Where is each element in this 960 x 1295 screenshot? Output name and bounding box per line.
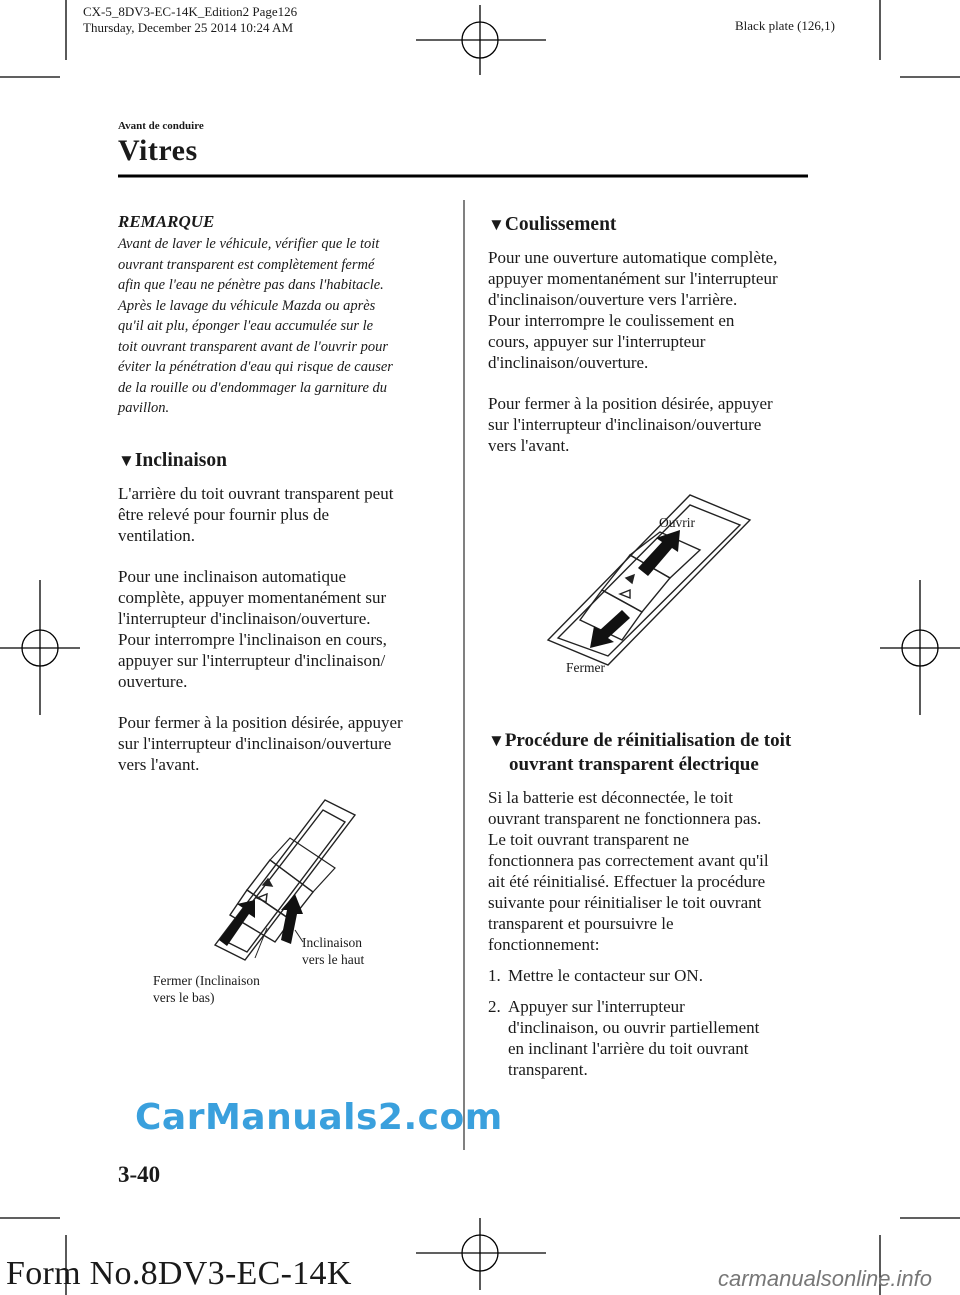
note-line: ouvrant transparent est complètement fermé (118, 256, 375, 273)
right-column-lower (488, 729, 813, 1080)
note-line: éviter la pénétration d'eau qui risque de causer (118, 359, 393, 375)
slide-switch-illustration (540, 490, 760, 670)
plate-label: Black plate (126,1) (735, 18, 835, 33)
note-line: toit ouvrant transparent avant de l'ouvrir pour (118, 338, 388, 355)
file-date: Thursday, December 25 2014 10:24 AM (83, 20, 294, 35)
caption-tilt-up (302, 934, 364, 968)
note-line: Avant de laver le véhicule, vérifier que le toit (118, 236, 380, 252)
text-line: Si la batterie est déconnectée, le toit (488, 788, 733, 807)
text-line: transparent et poursuivre le (488, 914, 674, 933)
text-line: vers l'avant. (118, 754, 200, 774)
file-name: CX-5_8DV3-EC-14K_Edition2 Page126 (83, 4, 298, 19)
text-line: Pour fermer à la position désirée, appuyer (118, 712, 403, 732)
text-line: Mettre le contacteur sur ON. (508, 966, 703, 985)
text-line: transparent. (508, 1060, 588, 1079)
paragraph (488, 393, 813, 456)
text-line: appuyer sur l'interrupteur d'inclinaison/ (118, 650, 386, 670)
caption-line: Fermer (Inclinaison (153, 973, 260, 988)
note-line: pavillon. (118, 400, 170, 416)
caption-close (153, 972, 260, 1006)
paragraph (118, 566, 448, 692)
triangle-icon: ▼ (488, 215, 505, 234)
triangle-icon: ▼ (488, 731, 505, 750)
text-line: d'inclinaison/ouverture vers l'arrière. (488, 290, 738, 309)
text-line: ait été réinitialisé. Effectuer la procédure (488, 872, 766, 891)
heading-text: Inclinaison (134, 449, 227, 471)
list-item (488, 996, 813, 1080)
page-number: 3-40 (118, 1162, 161, 1187)
list-item (488, 965, 813, 986)
text-line: sur l'interrupteur d'inclinaison/ouverture (118, 733, 392, 753)
text-line: cours, appuyer sur l'interrupteur (488, 332, 706, 351)
note-line: qu'il ait plu, éponger l'eau accumulée sur le (118, 318, 374, 334)
arrow-down-icon (219, 900, 255, 946)
caption-line: Inclinaison (302, 935, 362, 950)
left-column (118, 212, 448, 775)
site-link[interactable]: carmanualsonline.info (718, 1266, 933, 1291)
text-line: vers l'avant. (488, 436, 570, 455)
watermark-link[interactable]: CarManuals2.com (135, 1097, 503, 1138)
text-line: Pour interrompre le coulissement en (488, 311, 735, 330)
page-title: Vitres (118, 134, 198, 167)
text-line: en inclinant l'arrière du toit ouvrant (508, 1039, 749, 1058)
paragraph (488, 247, 813, 373)
caption-line: vers le haut (302, 952, 365, 967)
text-line: ventilation. (118, 525, 195, 545)
note-line: Après le lavage du véhicule Mazda ou après (118, 297, 376, 314)
caption-open: Ouvrir (659, 515, 695, 530)
heading-coulissement (488, 213, 813, 237)
text-line: d'inclinaison, ou ouvrir partiellement (508, 1018, 760, 1037)
form-number: Form No.8DV3-EC-14K (6, 1255, 352, 1292)
text-line: d'inclinaison/ouverture. (488, 353, 649, 372)
text-line: appuyer momentanément sur l'interrupteur (488, 269, 778, 288)
note-body (118, 234, 448, 419)
text-line: fonctionnera pas correctement avant qu'il (488, 851, 769, 870)
text-line: être relevé pour fournir plus de (118, 504, 329, 524)
heading-text: ouvrant transparent électrique (509, 754, 759, 775)
text-line: fonctionnement: (488, 935, 600, 954)
text-line: Pour interrompre l'inclinaison en cours, (118, 629, 387, 649)
text-line: l'interrupteur d'inclinaison/ouverture. (118, 608, 371, 628)
caption-line: vers le bas) (153, 990, 215, 1005)
paragraph (118, 712, 448, 775)
note-heading: REMARQUE (118, 212, 215, 231)
text-line: complète, appuyer momentanément sur (118, 587, 387, 607)
text-line: Pour fermer à la position désirée, appuyer (488, 394, 773, 413)
list-number: 2. (488, 997, 501, 1016)
text-line: suivante pour réinitialiser le toit ouvrant (488, 893, 762, 912)
text-line: L'arrière du toit ouvrant transparent peut (118, 483, 394, 503)
text-line: ouverture. (118, 671, 188, 691)
text-line: Pour une inclinaison automatique (118, 566, 347, 586)
paragraph (488, 787, 813, 955)
note-line: de la rouille ou d'endommager la garniture du (118, 379, 388, 396)
text-line: Pour une ouverture automatique complète, (488, 248, 778, 267)
paragraph (118, 483, 448, 546)
text-line: Appuyer sur l'interrupteur (508, 997, 685, 1016)
caption-close: Fermer (566, 660, 605, 675)
text-line: ouvrant transparent ne fonctionnera pas. (488, 809, 762, 828)
heading-reset (488, 729, 813, 777)
text-line: Le toit ouvrant transparent ne (488, 830, 690, 849)
section-label: Avant de conduire (118, 120, 204, 132)
note-line: afin que l'eau ne pénètre pas dans l'habitacle. (118, 277, 384, 293)
arrow-down-icon (590, 610, 630, 648)
list-number: 1. (488, 966, 501, 985)
right-column (488, 213, 813, 456)
heading-text: Coulissement (504, 214, 617, 235)
heading-text: Procédure de réinitialisation de toit (504, 730, 792, 751)
heading-inclinaison (118, 449, 448, 473)
triangle-icon: ▼ (118, 450, 135, 470)
text-line: sur l'interrupteur d'inclinaison/ouverture (488, 415, 762, 434)
